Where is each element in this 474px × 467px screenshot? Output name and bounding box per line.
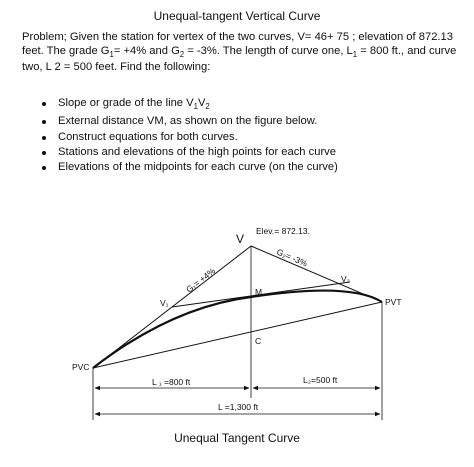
- task-item: External distance VM, as shown on the figure below.: [40, 114, 338, 129]
- problem-line-3: two, L 2 = 500 feet. Find the following:: [22, 61, 211, 74]
- label-v1: V₁: [160, 298, 169, 308]
- task-item: Stations and elevations of the high points for each curve: [40, 145, 338, 160]
- vertical-curve-diagram: [0, 218, 474, 428]
- label-m: M: [255, 287, 263, 297]
- task-list: [40, 96, 338, 175]
- label-pvc: PVC: [72, 362, 90, 372]
- problem-line-1: Problem; Given the station for vertex of the two curves, V= 46+ 75 ; elevation of 872.13: [22, 31, 453, 43]
- label-length-2: L₂=500 ft: [303, 375, 338, 385]
- vertical-curve: [93, 291, 382, 368]
- document-title: Unequal-tangent Vertical Curve: [153, 9, 321, 23]
- label-v2: V₂: [341, 274, 350, 284]
- task-item: Elevations of the midpoints for each curve (on the curve): [40, 160, 338, 175]
- label-grade-1: G₁= +4%: [184, 265, 218, 295]
- task-item: Slope or grade of the line $V_1V_2$: [40, 96, 338, 114]
- label-v: V: [236, 232, 245, 246]
- label-grade-2: G₂= -3%: [275, 246, 309, 269]
- problem-statement: [22, 31, 462, 75]
- label-c: C: [255, 336, 262, 346]
- label-elevation: Elev.= 872.13.: [256, 226, 310, 236]
- task-item: Construct equations for both curves.: [40, 130, 338, 145]
- label-pvt: PVT: [385, 297, 402, 307]
- label-length-total: L =1,300 ft: [218, 402, 259, 412]
- problem-line-2: feet. The grade $G_1= +4\%$ and $G_2 = -3\%$. The length of curve one, $L_1 = 800$ ft., and curve: [22, 44, 457, 59]
- label-length-1: L ₁ =800 ft: [152, 377, 191, 387]
- figure-caption: Unequal Tangent Curve: [174, 431, 300, 445]
